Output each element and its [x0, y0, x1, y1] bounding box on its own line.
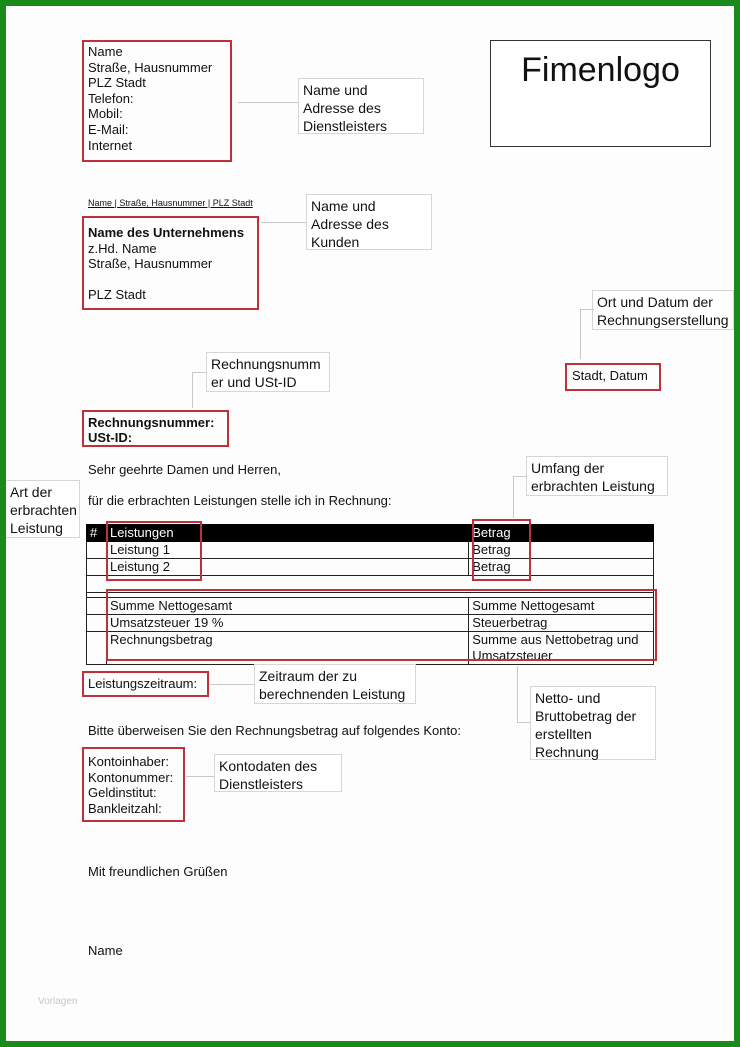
- watermark: Vorlagen: [38, 996, 78, 1007]
- note-bank: Kontodaten des Dienstleisters: [214, 754, 342, 792]
- note-provider: Name und Adresse des Dienstleisters: [298, 78, 424, 134]
- date-field: Stadt, Datum: [572, 368, 648, 383]
- note-amounts: Netto- und Bruttobetrag der erstellten Rechnung: [530, 686, 656, 760]
- period-highlight: [82, 671, 209, 697]
- vat-id-label: USt-ID:: [88, 430, 133, 445]
- amounts-connector-h: [517, 722, 531, 723]
- date-connector-h: [580, 309, 594, 310]
- note-customer: Name und Adresse des Kunden: [306, 194, 432, 250]
- date-connector-v: [580, 309, 581, 359]
- invoice-ids-highlight: [82, 410, 229, 447]
- totals-value: Summe Nettogesamt: [469, 598, 654, 615]
- return-address: Name | Straße, Hausnummer | PLZ Stadt: [88, 198, 253, 208]
- row-desc: Leistung 1: [106, 542, 468, 559]
- salutation: Sehr geehrte Damen und Herren,: [88, 462, 281, 477]
- period-label: Leistungszeitraum:: [88, 676, 198, 691]
- date-highlight: [565, 363, 661, 391]
- signature-name: Name: [88, 943, 123, 958]
- recipient-lines: z.Hd. Name Straße, Hausnummer PLZ Stadt: [88, 240, 213, 303]
- note-scope: Umfang der erbrachten Leistung: [526, 456, 668, 496]
- transfer-text: Bitte überweisen Sie den Rechnungsbetrag auf folgendes Konto:: [88, 723, 461, 738]
- customer-connector: [261, 222, 309, 223]
- note-date-place: Ort und Datum der Rechnungserstellung: [592, 290, 734, 330]
- amounts-connector-v: [517, 666, 518, 722]
- totals-value: Steuerbetrag: [469, 615, 654, 632]
- bank-highlight: [82, 747, 185, 822]
- amounts-highlight: [472, 519, 531, 581]
- recipient-highlight: [82, 216, 259, 310]
- closing: Mit freundlichen Grüßen: [88, 864, 228, 879]
- totals-highlight: [106, 589, 657, 661]
- number-connector-v: [192, 372, 193, 408]
- provider-connector: [238, 102, 302, 103]
- row-amount: Betrag: [469, 542, 654, 559]
- number-connector-h: [192, 372, 206, 373]
- note-number-id: Rechnungsnumm er und USt-ID: [206, 352, 330, 392]
- totals-label: Summe Nettogesamt: [106, 598, 468, 615]
- totals-label: Umsatzsteuer 19 %: [106, 615, 468, 632]
- services-highlight: [106, 521, 202, 581]
- scope-connector-v: [513, 476, 514, 518]
- totals-value: Summe aus Nettobetrag und Umsatzsteuer: [469, 632, 654, 665]
- recipient-company: Name des Unternehmens: [88, 225, 245, 240]
- note-service-type: Art der erbrachten Leistung: [6, 480, 80, 538]
- header-desc: Leistungen: [106, 525, 468, 542]
- logo-placeholder: [490, 40, 711, 147]
- totals-label: Rechnungsbetrag: [106, 632, 468, 665]
- sender-highlight: [82, 40, 232, 162]
- bank-details: Kontoinhaber: Kontonummer: Geldinstitut: Bankleitzahl:: [88, 754, 174, 816]
- sender-address: Name Straße, Hausnummer PLZ Stadt Telefon: Mobil: E-Mail: Internet: [88, 44, 213, 153]
- logo-label: Fimenlogo: [521, 51, 680, 89]
- intro-text: für die erbrachten Leistungen stelle ich in Rechnung:: [88, 493, 392, 508]
- invoice-number-label: Rechnungsnummer:: [88, 415, 215, 430]
- row-desc: Leistung 2: [106, 559, 468, 576]
- header-num: #: [87, 525, 107, 542]
- period-connector: [210, 684, 256, 685]
- scope-connector-h: [513, 476, 527, 477]
- bank-connector: [186, 776, 216, 777]
- row-amount: Betrag: [469, 559, 654, 576]
- header-amount: Betrag: [469, 525, 654, 542]
- note-period: Zeitraum der zu berechnenden Leistung: [254, 664, 416, 704]
